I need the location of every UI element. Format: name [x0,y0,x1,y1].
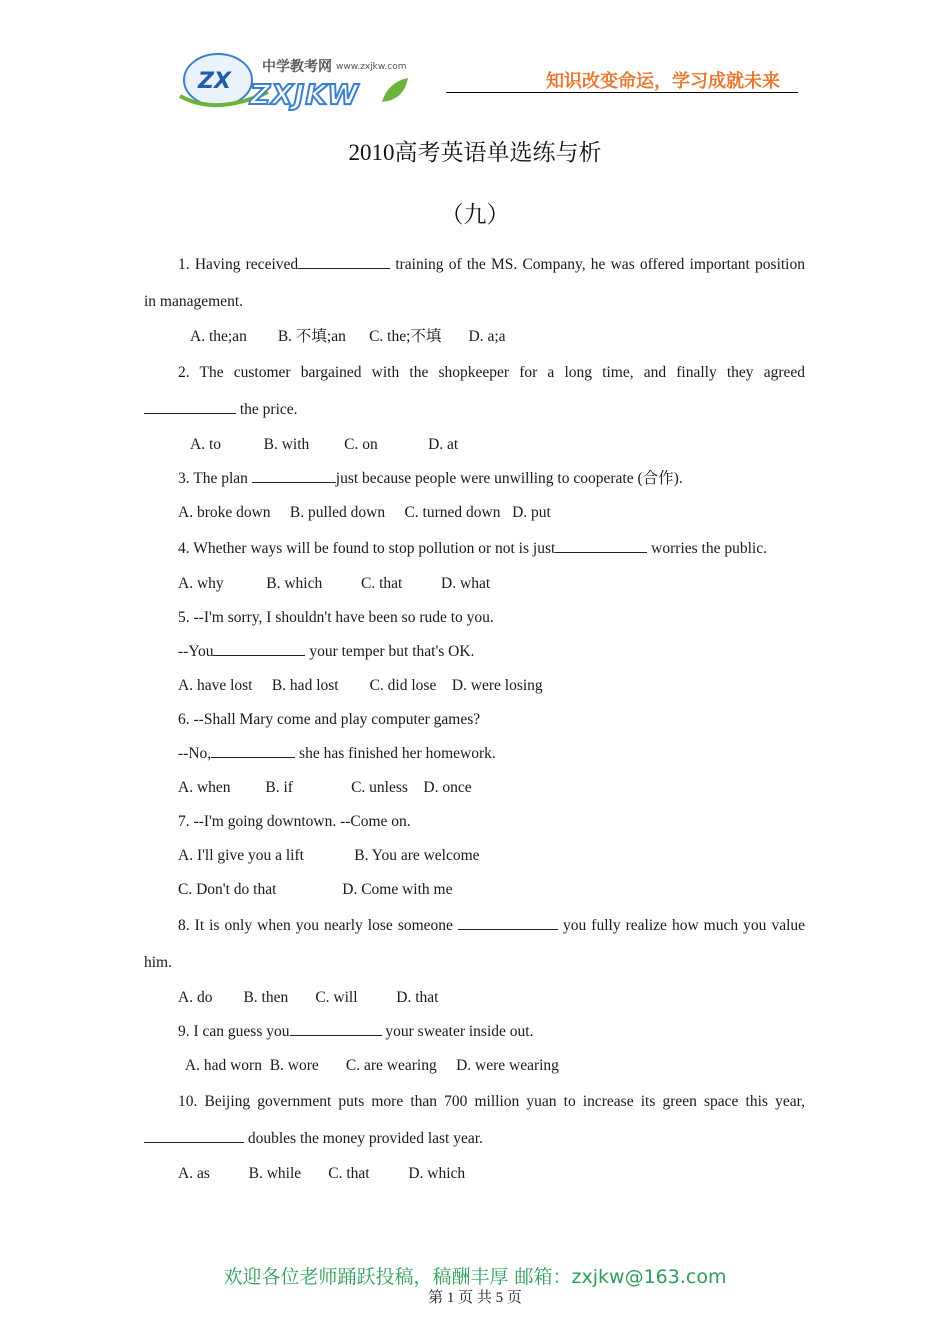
answer-blank [298,254,390,269]
question-8: 8. It is only when you nearly lose someone you fully realize how much you value him. [144,917,806,971]
header-divider [446,92,798,93]
answer-blank [555,538,647,553]
answer-blank [213,641,305,656]
answer-blank [211,743,295,758]
question-7-prompt: 7. --I'm going downtown. --Come on. [178,813,411,830]
question-2-options: A. to B. with C. on D. at [190,436,459,453]
logo-badge: ZX [198,69,231,94]
question-5-prompt: 5. --I'm sorry, I shouldn't have been so rude to you. [178,609,494,626]
question-3: 3. The plan just because people were unwilling to cooperate (合作). [178,470,683,487]
answer-blank [458,915,558,930]
logo-leaf-icon [382,78,408,102]
question-list [144,246,805,1191]
logo-site-name: 中学教考网 [262,59,332,75]
header-slogan: 知识改变命运，学习成就未来 [546,71,780,92]
logo-letters: ZXJKW [250,78,360,111]
question-10: 10. Beijing government puts more than 700 million yuan to increase its green space this year, doubles the money provided last year. [144,1083,805,1157]
page-number: 第 1 页 共 5 页 [428,1290,522,1306]
question-9: 9. I can guess you your sweater inside out. [178,1023,534,1040]
answer-blank [252,468,336,483]
question-9-options: A. had worn B. wore C. are wearing D. were wearing [178,1057,559,1074]
question-6: --No, she has finished her homework. [178,745,496,762]
question-1: 1. Having received training of the MS. Company, he was offered important position in management. [144,256,805,310]
answer-blank [290,1021,382,1036]
question-10-options: A. as B. while C. that D. which [178,1165,466,1182]
answer-blank [144,399,236,414]
question-5: --You your temper but that's OK. [178,643,475,660]
question-7-options-row2: C. Don't do that D. Come with me [178,881,453,898]
document-subtitle: （九） [440,202,510,227]
document-title: 2010高考英语单选练与析 [348,140,602,165]
question-4-options: A. why B. which C. that D. what [178,575,491,592]
footer-invitation: 欢迎各位老师踊跃投稿，稿酬丰厚 邮箱：zxjkw@163.com [223,1266,727,1288]
question-7-options-row1: A. I'll give you a lift B. You are welcome [178,847,480,864]
logo-site-url: www.zxjkw.com [336,62,407,72]
question-2: 2. The customer bargained with the shopkeeper for a long time, and finally they agreed the price. [144,354,805,428]
question-1-options: A. the;an B. 不填;an C. the;不填 D. a;a [190,328,506,345]
question-6-prompt: 6. --Shall Mary come and play computer games? [178,711,481,728]
question-4: 4. Whether ways will be found to stop pollution or not is just worries the public. [178,540,767,557]
question-3-options: A. broke down B. pulled down C. turned down D. put [178,504,551,521]
question-6-options: A. when B. if C. unless D. once [178,779,472,796]
question-8-options: A. do B. then C. will D. that [178,989,439,1006]
answer-blank [144,1128,244,1143]
question-5-options: A. have lost B. had lost C. did lose D. were losing [178,677,543,694]
